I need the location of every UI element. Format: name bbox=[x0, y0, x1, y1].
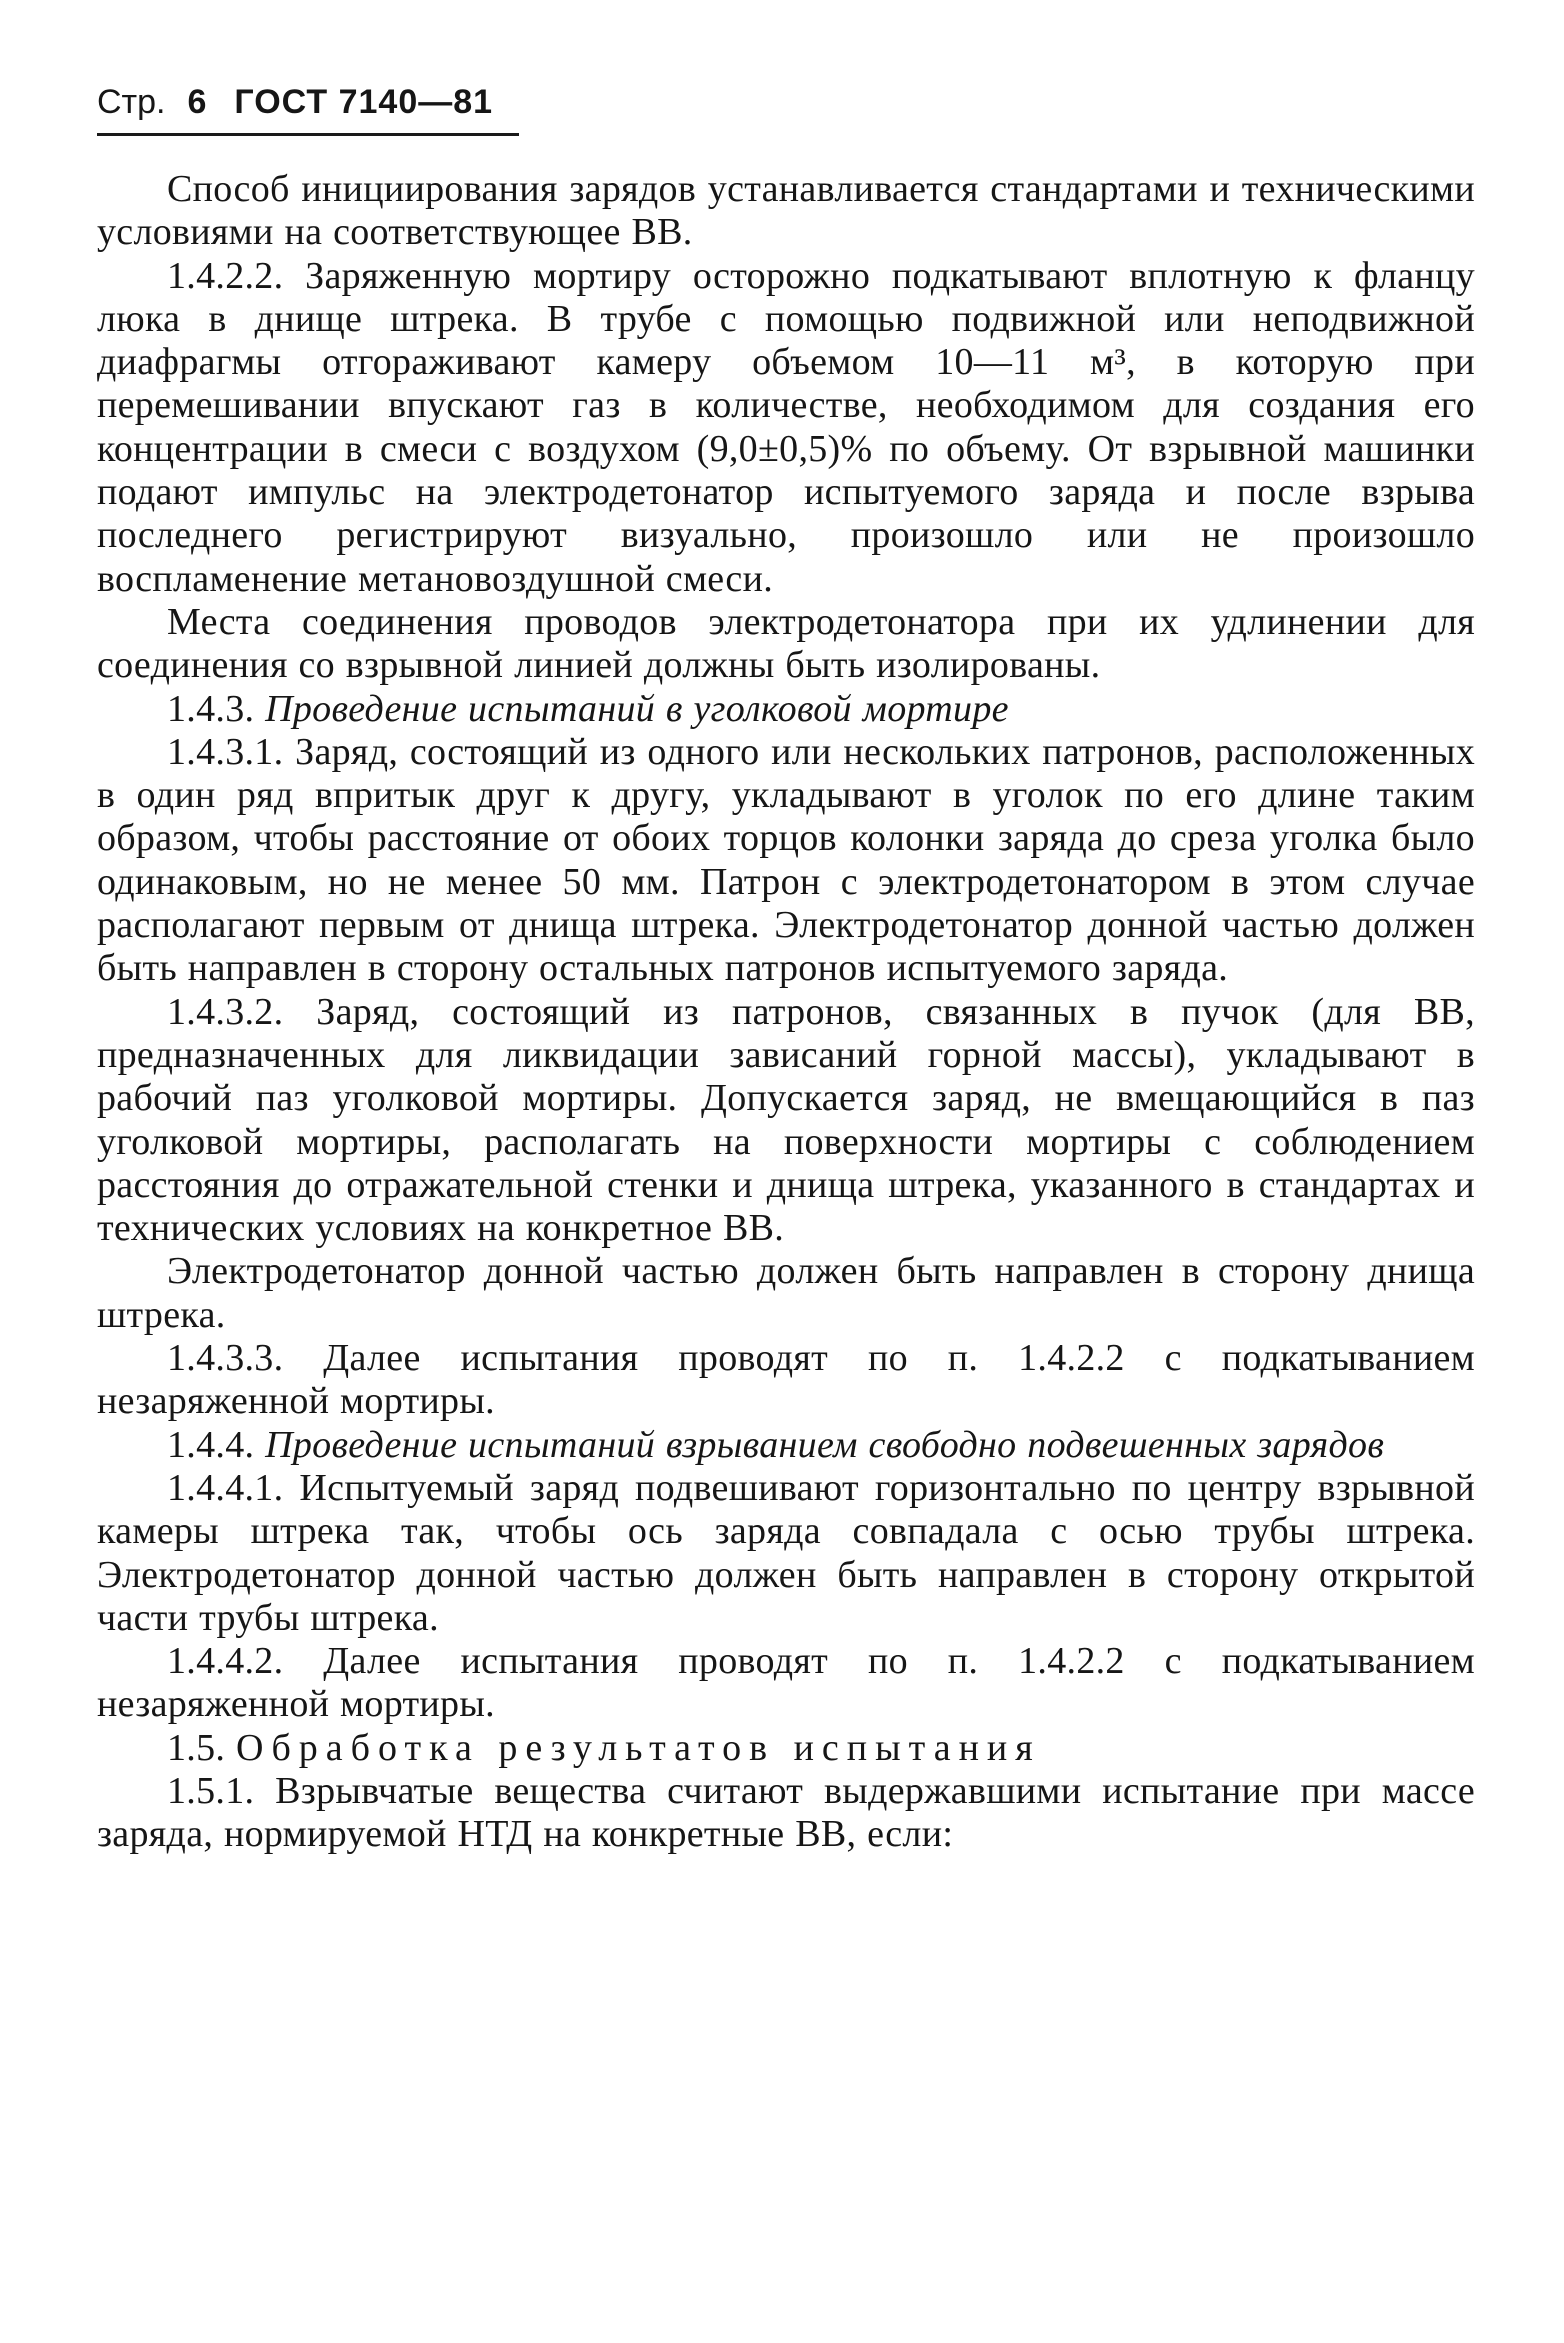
section-heading-1-4-3 bbox=[97, 688, 1475, 731]
section-number-1-4-4: 1.4.4. bbox=[167, 1423, 255, 1466]
page-number: 6 bbox=[187, 83, 207, 121]
section-title-1-4-3: Проведение испытаний в уголковой мортире bbox=[265, 687, 1009, 730]
section-number-1-4-3: 1.4.3. bbox=[167, 687, 255, 730]
paragraph-1-4-3-1: 1.4.3.1. Заряд, состоящий из одного или нескольких патронов, расположенных в один ряд впритык друг к другу, укладывают в уголок по его длине таким образом, чтобы расстояние от обоих торцов колонки заряда до среза уголка было одинаковым, но не менее 50 мм. Патрон с электродетонатором в этом случае располагают первым от днища штрека. Электродетонатор донной частью должен быть направлен в сторону остальных патронов испытуемого заряда. bbox=[97, 730, 1475, 990]
standard-number: ГОСТ 7140—81 bbox=[234, 83, 494, 121]
section-title-1-5: Обработка результатов испытания bbox=[236, 1726, 1041, 1769]
paragraph-1-4-3-2: 1.4.3.2. Заряд, состоящий из патронов, связанных в пучок (для ВВ, предназначенных для ликвидации зависаний горной массы), укладывают в рабочий паз уголковой мортиры. Допускается заряд, не вмещающийся в паз уголковой мортиры, располагать на поверхности мортиры с соблюдением расстояния до отражательной стенки и днища штрека, указанного в стандартах и технических условиях на конкретное ВВ. bbox=[97, 990, 1475, 1250]
section-number-1-5: 1.5. bbox=[167, 1726, 226, 1769]
page-header bbox=[97, 72, 493, 132]
paragraph-detonator-direction: Электродетонатор донной частью должен быть направлен в сторону днища штрека. bbox=[97, 1250, 1475, 1336]
page-label: Стр. bbox=[97, 83, 166, 121]
paragraph-1-4-3-3: 1.4.3.3. Далее испытания проводят по п. 1.4.2.2 с подкатыванием незаряженной мортиры. bbox=[97, 1337, 1475, 1423]
paragraph-wire-insulation: Места соединения проводов электродетонатора при их удлинении для соединения со взрывной линией должны быть изолированы. bbox=[97, 600, 1475, 687]
section-heading-1-5 bbox=[97, 1727, 1475, 1770]
section-title-1-4-4: Проведение испытаний взрыванием свободно подвешенных зарядов bbox=[265, 1423, 1385, 1466]
paragraph-1-5-1: 1.5.1. Взрывчатые вещества считают выдержавшими испытание при массе заряда, нормируемой НТД на конкретные ВВ, если: bbox=[97, 1769, 1475, 1856]
header-rule bbox=[97, 133, 519, 136]
body-text bbox=[97, 168, 1475, 1857]
paragraph-1-4-4-1: 1.4.4.1. Испытуемый заряд подвешивают горизонтально по центру взрывной камеры штрека так, чтобы ось заряда совпадала с осью трубы штрека. Электродетонатор донной частью должен быть направлен в сторону открытой части трубы штрека. bbox=[97, 1466, 1475, 1639]
section-heading-1-4-4 bbox=[97, 1424, 1475, 1467]
paragraph-initiation-method: Способ инициирования зарядов устанавливается стандартами и техническими условиями на соответствующее ВВ. bbox=[97, 168, 1475, 254]
paragraph-1-4-4-2: 1.4.4.2. Далее испытания проводят по п. 1.4.2.2 с подкатыванием незаряженной мортиры. bbox=[97, 1640, 1475, 1726]
paragraph-1-4-2-2: 1.4.2.2. Заряженную мортиру осторожно подкатывают вплотную к фланцу люка в днище штрека. В трубе с помощью подвижной или неподвижной диафрагмы отгораживают камеру объемом 10—11 м³, в которую при перемешивании впускают газ в количестве, необходимом для создания его концентрации в смеси с воздухом (9,0±0,5)% по объему. От взрывной машинки подают импульс на электродетонатор испытуемого заряда и после взрыва последнего регистрируют визуально, произошло или не произошло воспламенение метановоздушной смеси. bbox=[97, 254, 1475, 600]
